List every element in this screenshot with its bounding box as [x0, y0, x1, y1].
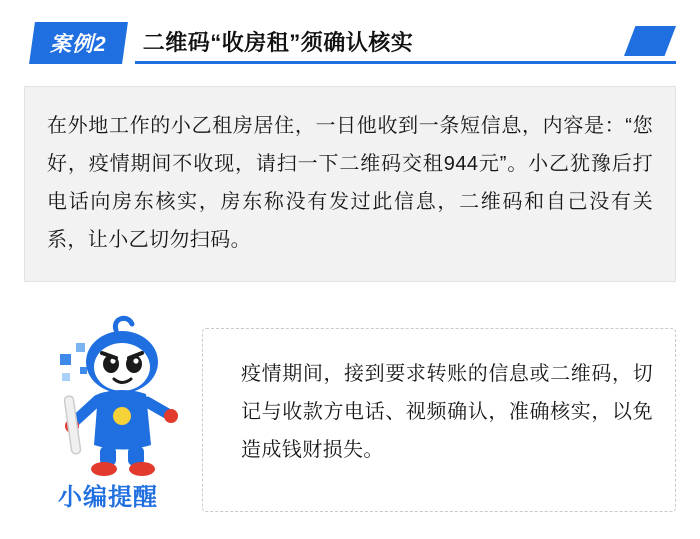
- tip-box: [202, 328, 676, 512]
- case-number-badge: [29, 22, 128, 64]
- case-body-text: 在外地工作的小乙租房居住，一日他收到一条短信息，内容是：“您好，疫情期间不收现，请扫一下二维码交租944元”。小乙犹豫后打电话向房东核实，房东称没有发过此信息，二维码和自己没有关系，让小乙切勿扫码。: [47, 115, 653, 251]
- tip-section: [24, 310, 676, 520]
- mascot-container: [50, 310, 200, 520]
- tip-text: 疫情期间，接到要求转账的信息或二维码，切记与收款方电话、视频确认，准确核实，以免造成钱财损失。: [241, 363, 653, 461]
- section-header: [24, 22, 676, 64]
- header-accent-shape: [624, 26, 676, 56]
- tip-label: 小编提醒: [58, 484, 158, 511]
- case-number-label: 案例2: [50, 33, 107, 56]
- header-title-container: [135, 22, 676, 64]
- page-title: 二维码“收房租”须确认核实: [142, 30, 414, 55]
- case-body-box: [24, 86, 676, 282]
